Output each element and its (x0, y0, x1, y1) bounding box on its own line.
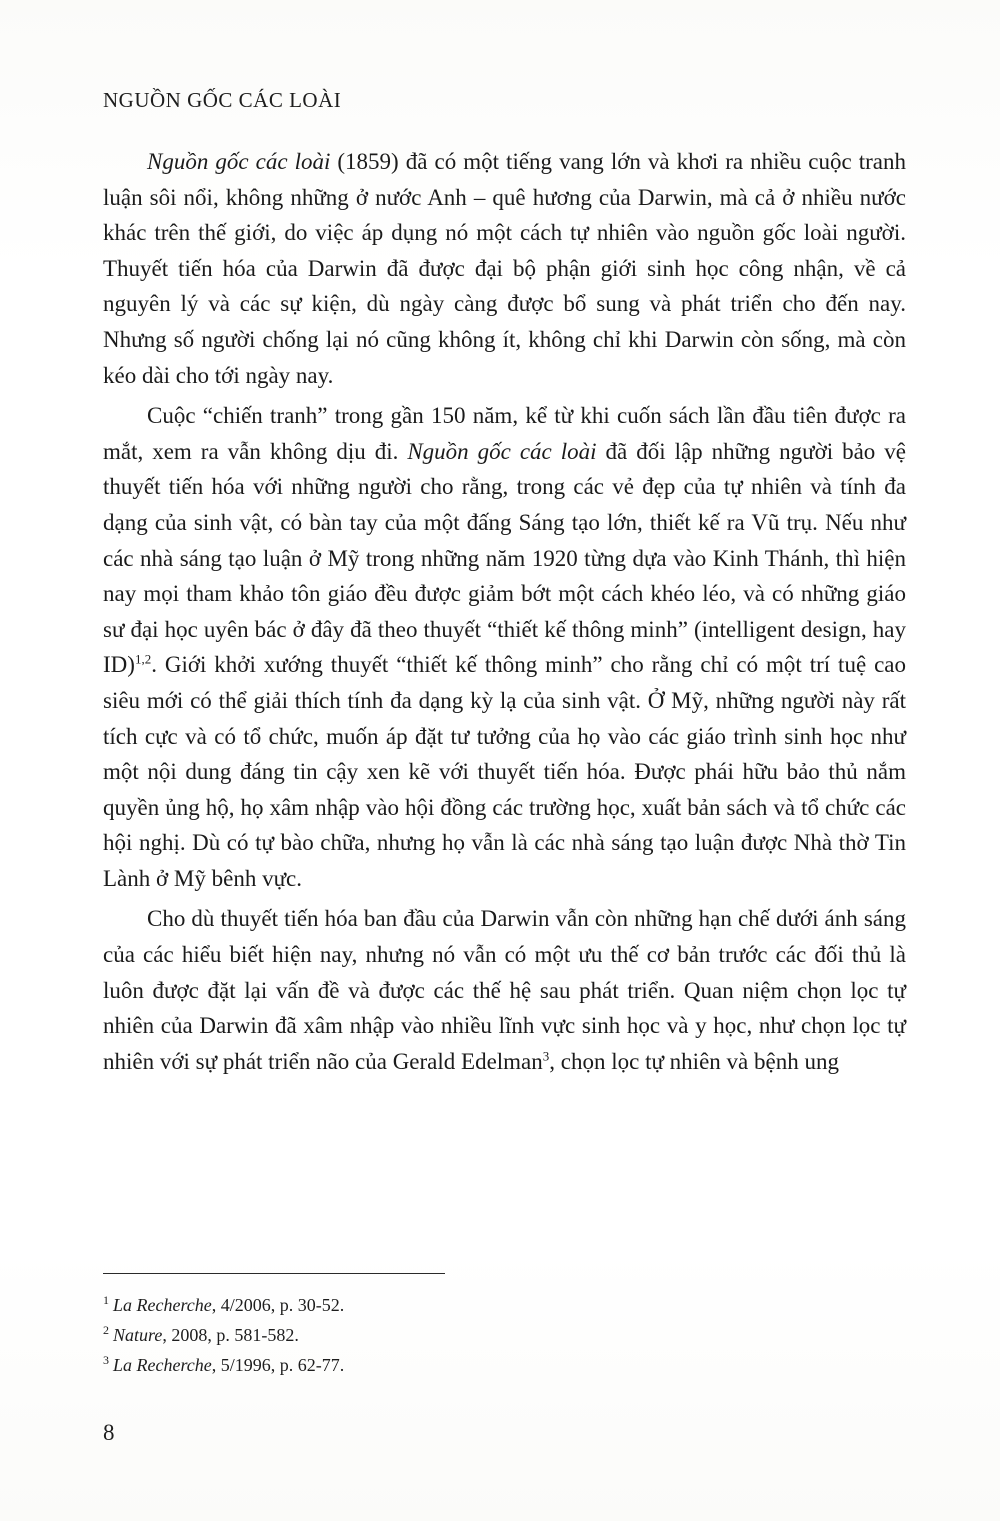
footnote-detail: , 5/1996, p. 62-77. (211, 1355, 345, 1375)
footnote-source: La Recherche (113, 1355, 212, 1375)
footnote-number: 1 (103, 1293, 109, 1307)
footnote-source: Nature (113, 1325, 163, 1345)
paragraph-2-text-b: đã đối lập những người bảo vệ thuyết tiến hóa với những người cho rằng, trong các vẻ đẹp của tự nhiên và tính đa dạng của sinh vật, có bàn tay của một đấng Sáng tạo lớn, thiết kế ra Vũ trụ. Nếu như các nhà sáng tạo luận ở Mỹ trong những năm 1920 từng dựa vào Kinh Thánh, thì hiện nay mọi tham khảo tôn giáo đều được giảm bớt một cách khéo léo, và có những giáo sư đại học uyên bác ở đây đã theo thuyết “thiết kế thông minh” (intelligent design, hay ID) (103, 438, 907, 678)
footnote-ref-3: 3 (542, 1048, 550, 1064)
footnote-detail: , 4/2006, p. 30-52. (211, 1295, 345, 1315)
paragraph-2-text-c: . Giới khởi xướng thuyết “thiết kế thông minh” cho rằng chỉ có một trí tuệ cao siêu mới có thể giải thích tính đa dạng kỳ lạ của sinh vật. Ở Mỹ, những người này rất tích cực và có tổ chức, muốn áp đặt tư tưởng của họ vào các giáo trình sinh học như một nội dung đáng tin cậy xen kẽ với thuyết tiến hóa. Được phái hữu bảo thủ nắm quyền ủng hộ, họ xâm nhập vào hội đồng các trường học, xuất bản sách và tổ chức các hội nghị. Dù có tự bào chữa, nhưng họ vẫn là các nhà sáng tạo luận được Nhà thờ Tin Lành ở Mỹ bênh vực. (103, 652, 906, 891)
running-header: NGUỒN GỐC CÁC LOÀI (103, 88, 342, 112)
footnote-detail: , 2008, p. 581-582. (162, 1325, 299, 1345)
footnote-item (103, 1320, 883, 1350)
footnote-source: La Recherche (113, 1295, 212, 1315)
paragraph-1 (103, 144, 906, 393)
footnote-divider (103, 1273, 445, 1274)
footnote-ref-1-2: 1,2 (134, 651, 152, 667)
footnote-item (103, 1290, 883, 1320)
footnote-item (103, 1350, 883, 1380)
footnote-number: 3 (103, 1353, 109, 1367)
body-text (103, 144, 906, 1084)
book-title-italic: Nguồn gốc các loài (147, 149, 331, 174)
book-title-italic: Nguồn gốc các loài (407, 438, 597, 464)
footnote-number: 2 (103, 1323, 109, 1337)
paragraph-3 (103, 901, 906, 1079)
paragraph-2-text-a: Cuộc “chiến tranh” trong gần 150 năm, kể từ khi cuốn sách lần đầu tiên được ra mắt, xem ra vẫn không dịu đi. (103, 403, 906, 464)
footnotes (103, 1290, 883, 1380)
paragraph-2 (103, 398, 906, 896)
page-number: 8 (103, 1420, 115, 1445)
paragraph-3-text-a: Cho dù thuyết tiến hóa ban đầu của Darwin vẫn còn những hạn chế dưới ánh sáng của các hiểu biết hiện nay, nhưng nó vẫn có một ưu thế cơ bản trước các đối thủ là luôn được đặt lại vấn đề và được các thế hệ sau phát triển. Quan niệm chọn lọc tự nhiên của Darwin đã xâm nhập vào nhiều lĩnh vực sinh học và y học, như chọn lọc tự nhiên với sự phát triển não của Gerald Edelman (103, 906, 906, 1074)
paragraph-3-text-b: , chọn lọc tự nhiên và bệnh ung (549, 1048, 839, 1074)
paragraph-1-text: (1859) đã có một tiếng vang lớn và khơi ra nhiều cuộc tranh luận sôi nổi, không những ở nước Anh – quê hương của Darwin, mà cả ở nhiều nước khác trên thế giới, do việc áp dụng nó một cách tự nhiên vào nguồn gốc loài người. Thuyết tiến hóa của Darwin đã được đại bộ phận giới sinh học công nhận, về cả nguyên lý và các sự kiện, dù ngày càng được bổ sung và phát triển cho đến nay. Nhưng số người chống lại nó cũng không ít, không chỉ khi Darwin còn sống, mà còn kéo dài cho tới ngày nay. (103, 149, 906, 388)
